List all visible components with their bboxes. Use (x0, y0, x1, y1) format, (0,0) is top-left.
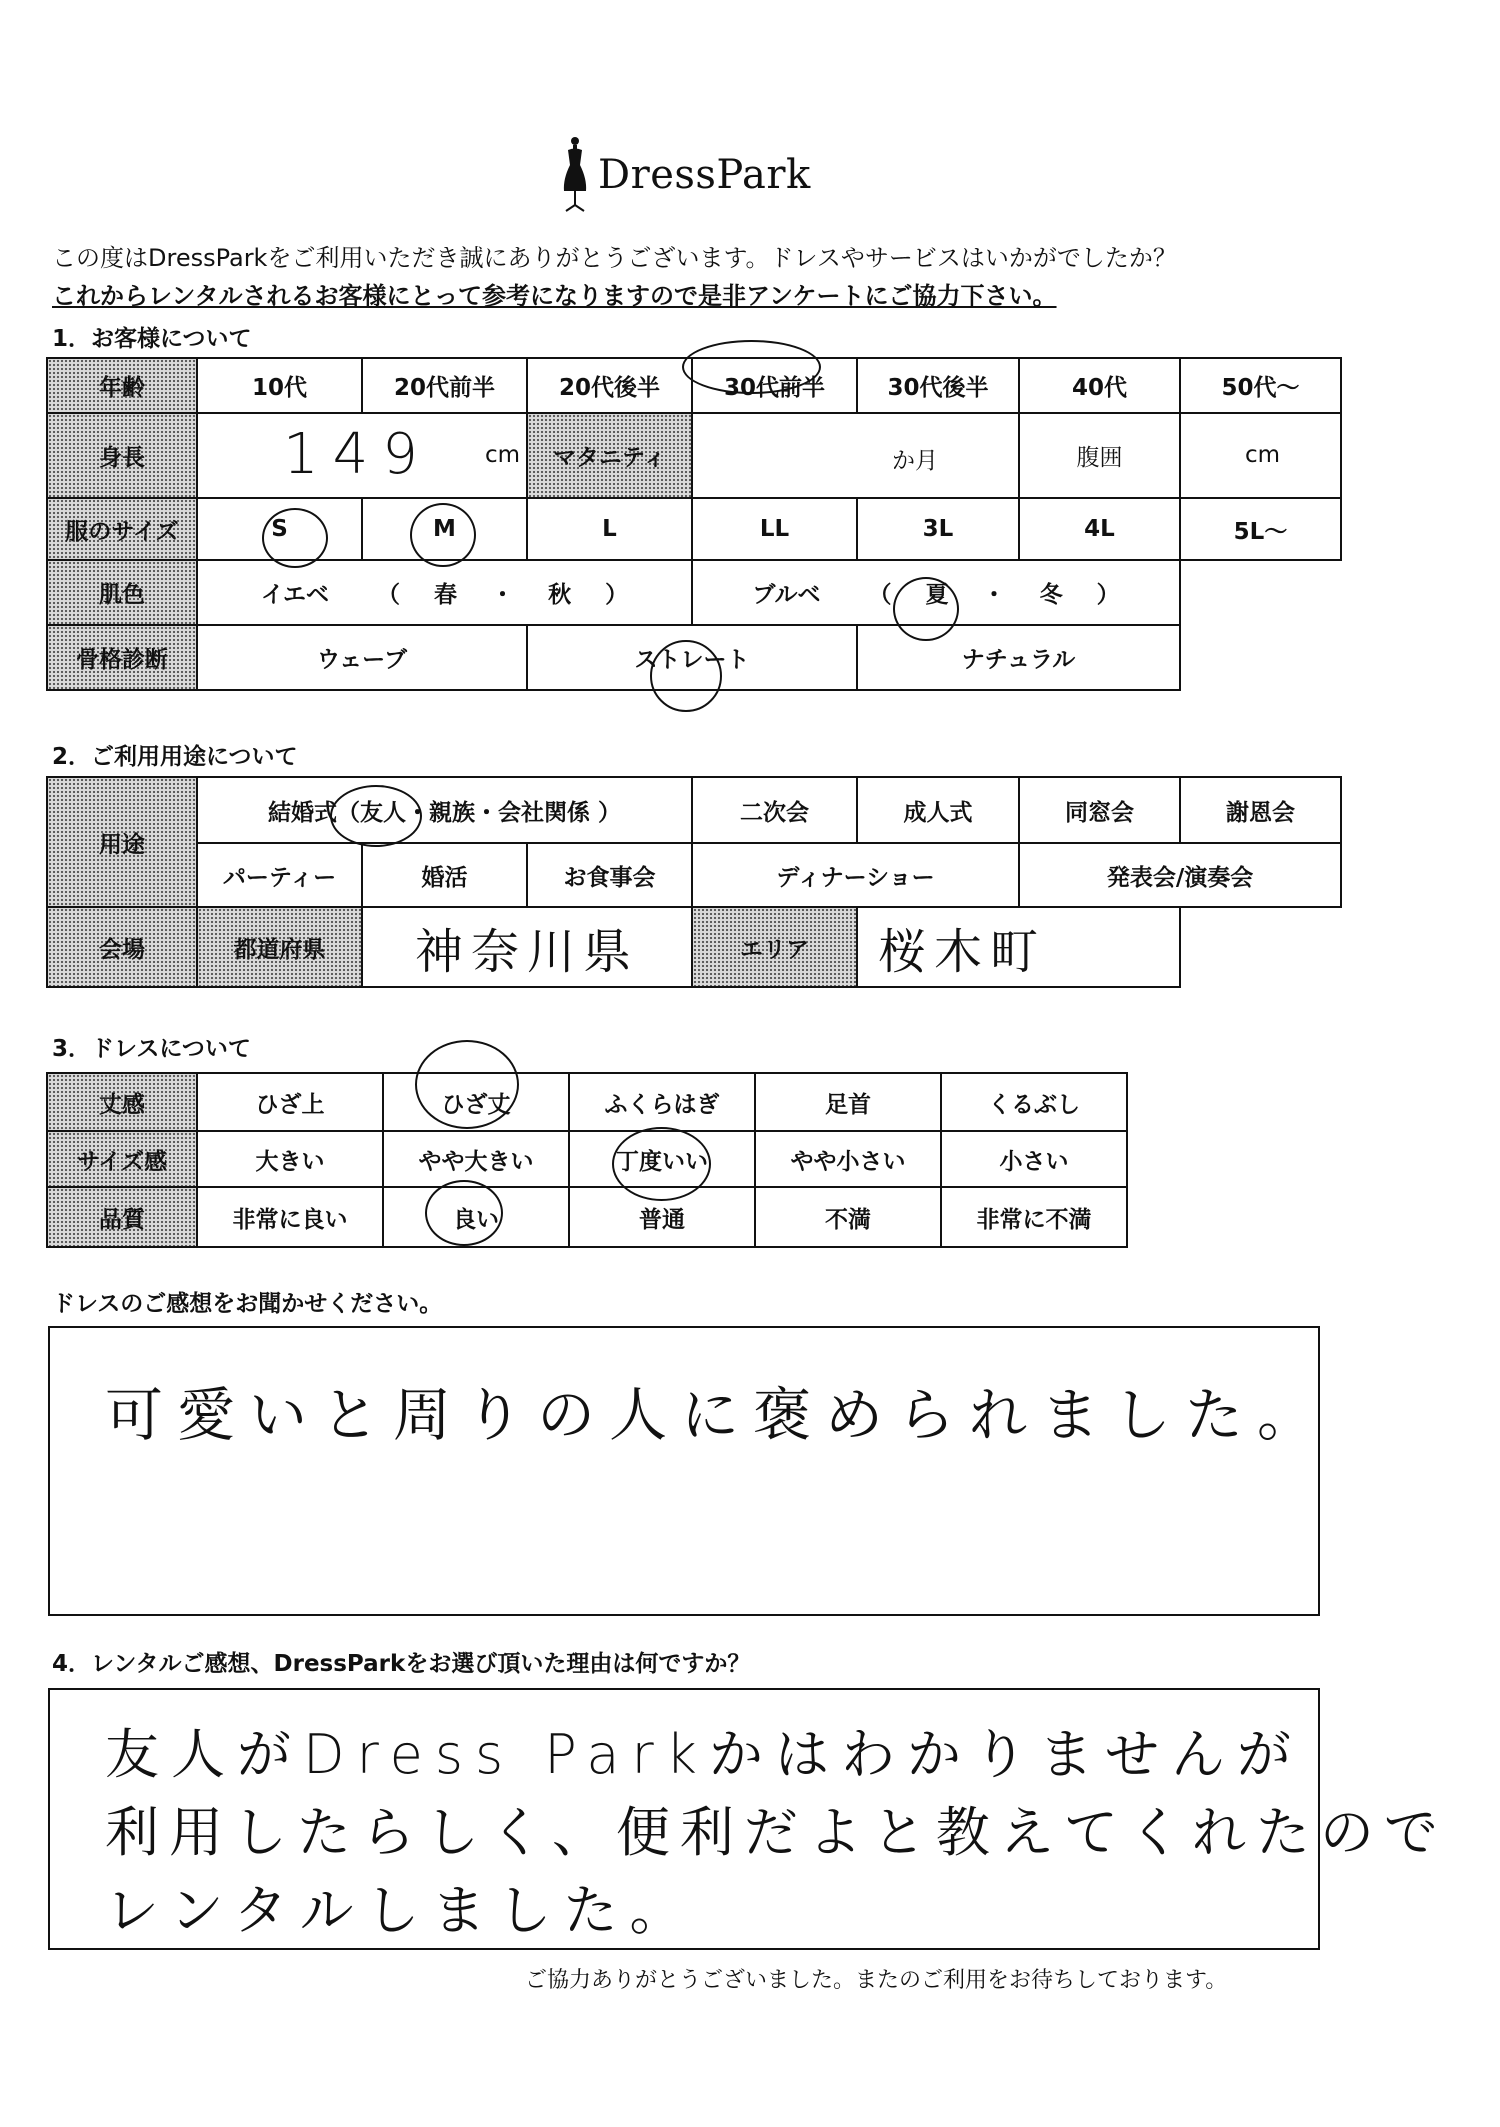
skin-yellow-label: イエベ (260, 582, 329, 608)
frame-option-selected[interactable]: ストレート (527, 625, 857, 690)
size-option[interactable]: LL (692, 498, 857, 560)
fit-option[interactable]: 大きい (197, 1131, 383, 1187)
purpose-option[interactable]: 成人式 (857, 777, 1019, 843)
age-label: 年齢 (47, 358, 197, 413)
height-unit: cm (484, 442, 520, 468)
fit-label: サイズ感 (47, 1131, 197, 1187)
empty-cell (1180, 625, 1341, 690)
section4-title: 4．レンタルご感想、DressParkをお選び頂いた理由は何ですか？ (52, 1651, 751, 1677)
length-option[interactable]: 足首 (755, 1073, 941, 1131)
empty-cell (1180, 560, 1341, 625)
quality-option[interactable]: 不満 (755, 1187, 941, 1247)
waist-label: 腹囲 (1019, 413, 1180, 498)
footer-thanks: ご協力ありがとうございました。またのご利用をお待ちしております。 (525, 1968, 1228, 1993)
purpose-row-1 (47, 777, 1341, 843)
purpose-label: 用途 (47, 777, 197, 907)
size-row (47, 498, 1341, 560)
size-label: 服のサイズ (47, 498, 197, 560)
age-row (47, 358, 1341, 413)
separator-dot: ・ (491, 582, 515, 608)
size-option[interactable]: L (527, 498, 692, 560)
venue-label: 会場 (47, 907, 197, 987)
reason-box[interactable] (48, 1688, 1448, 1950)
frame-option[interactable]: ウェーブ (197, 625, 527, 690)
height-field[interactable] (197, 413, 527, 498)
fit-option[interactable]: 小さい (941, 1131, 1127, 1187)
length-option-selected[interactable]: ひざ丈 (383, 1073, 569, 1131)
prefecture-field[interactable] (362, 907, 692, 987)
empty-cell (1180, 907, 1341, 987)
brand-logo (560, 130, 811, 220)
reason-line: 利用したらしく、便利だよと教えてくれたので (105, 1801, 1448, 1864)
intro-text: この度はDressParkをご利用いただき誠にありがとうございます。ドレスやサービスはいかがでしたか？ (52, 244, 1177, 272)
customer-table (46, 357, 1342, 691)
waist-unit: cm (1244, 442, 1280, 468)
length-option[interactable]: ひざ上 (197, 1073, 383, 1131)
skin-blue-option[interactable] (692, 560, 1180, 625)
purpose-option[interactable]: 婚活 (362, 843, 527, 907)
age-option-selected[interactable]: 30代前半 (692, 358, 857, 413)
size-option[interactable]: 3L (857, 498, 1019, 560)
quality-row (47, 1187, 1127, 1247)
purpose-row-2 (47, 843, 1341, 907)
purpose-option[interactable]: パーティー (197, 843, 362, 907)
quality-option[interactable]: 非常に良い (197, 1187, 383, 1247)
age-option[interactable]: 30代後半 (857, 358, 1019, 413)
impression-title: ドレスのご感想をお聞かせください。 (52, 1291, 443, 1317)
age-option[interactable]: 50代～ (1180, 358, 1341, 413)
season-winter[interactable]: 冬 (1039, 582, 1063, 608)
maternity-unit: か月 (892, 448, 938, 474)
dress-mannequin-icon (560, 135, 590, 215)
frame-option[interactable]: ナチュラル (857, 625, 1180, 690)
length-option[interactable]: くるぶし (941, 1073, 1127, 1131)
wedding-option[interactable] (197, 777, 692, 843)
length-option[interactable]: ふくらはぎ (569, 1073, 755, 1131)
purpose-option[interactable]: 二次会 (692, 777, 857, 843)
wedding-label: 結婚式（ (268, 799, 360, 826)
size-option[interactable]: 5L～ (1180, 498, 1341, 560)
size-option[interactable]: 4L (1019, 498, 1180, 560)
skin-label: 肌色 (47, 560, 197, 625)
skin-row (47, 560, 1341, 625)
age-option[interactable]: 20代前半 (362, 358, 527, 413)
wedding-friend-selected[interactable]: 友人 (360, 799, 406, 826)
season-spring[interactable]: 春 (434, 582, 458, 608)
age-option[interactable]: 10代 (197, 358, 362, 413)
area-value: 桜木町 (878, 923, 1047, 980)
venue-row (47, 907, 1341, 987)
impression-box[interactable] (48, 1326, 1330, 1616)
frame-label: 骨格診断 (47, 625, 197, 690)
maternity-field[interactable] (692, 413, 1019, 498)
intro-request: これからレンタルされるお客様にとって参考になりますので是非アンケートにご協力下さい。 (52, 282, 1057, 310)
quality-option[interactable]: 非常に不満 (941, 1187, 1127, 1247)
reason-line: 友人がDress Parkかはわかりませんが (105, 1723, 1303, 1786)
dress-table (46, 1072, 1128, 1248)
size-option-selected[interactable]: M (362, 498, 527, 560)
height-value: 149 (283, 422, 432, 487)
fit-option-selected[interactable]: 丁度いい (569, 1131, 755, 1187)
paren-close: ） (1096, 582, 1120, 608)
quality-option-selected[interactable]: 良い (383, 1187, 569, 1247)
purpose-option[interactable]: ディナーショー (692, 843, 1019, 907)
quality-option[interactable]: 普通 (569, 1187, 755, 1247)
separator-dot: ・ (982, 582, 1006, 608)
purpose-option[interactable]: お食事会 (527, 843, 692, 907)
height-label: 身長 (47, 413, 197, 498)
age-option[interactable]: 40代 (1019, 358, 1180, 413)
section3-title: 3．ドレスについて (52, 1036, 251, 1062)
season-autumn[interactable]: 秋 (548, 582, 572, 608)
length-row (47, 1073, 1127, 1131)
age-option[interactable]: 20代後半 (527, 358, 692, 413)
impression-text: 可愛いと周りの人に褒められました。 (105, 1381, 1330, 1449)
reason-line: レンタルしました。 (105, 1879, 696, 1942)
height-row (47, 413, 1341, 498)
brand-name: DressPark (598, 152, 811, 198)
section2-title: 2．ご利用用途について (52, 744, 298, 770)
purpose-option[interactable]: 謝恩会 (1180, 777, 1341, 843)
fit-option[interactable]: やや小さい (755, 1131, 941, 1187)
length-label: 丈感 (47, 1073, 197, 1131)
area-label: エリア (692, 907, 857, 987)
prefecture-value: 神奈川県 (415, 923, 640, 980)
prefecture-label: 都道府県 (197, 907, 362, 987)
season-summer-selected[interactable]: 夏 (925, 582, 949, 608)
skin-yellow-option[interactable] (197, 560, 692, 625)
section1-title: 1．お客様について (52, 326, 252, 352)
fit-row (47, 1131, 1127, 1187)
quality-label: 品質 (47, 1187, 197, 1247)
wedding-other: ・親族・会社関係 ） (406, 799, 622, 826)
paren-open: （ (377, 582, 401, 608)
paren-open: （ (868, 582, 892, 608)
area-field[interactable] (857, 907, 1180, 987)
maternity-label: マタニティ (527, 413, 692, 498)
skin-blue-label: ブルベ (752, 582, 821, 608)
frame-row (47, 625, 1341, 690)
purpose-option[interactable]: 発表会/演奏会 (1019, 843, 1341, 907)
waist-field[interactable] (1180, 413, 1341, 498)
size-option-selected[interactable]: S (197, 498, 362, 560)
purpose-table (46, 776, 1342, 988)
paren-close: ） (605, 582, 629, 608)
fit-option[interactable]: やや大きい (383, 1131, 569, 1187)
purpose-option[interactable]: 同窓会 (1019, 777, 1180, 843)
